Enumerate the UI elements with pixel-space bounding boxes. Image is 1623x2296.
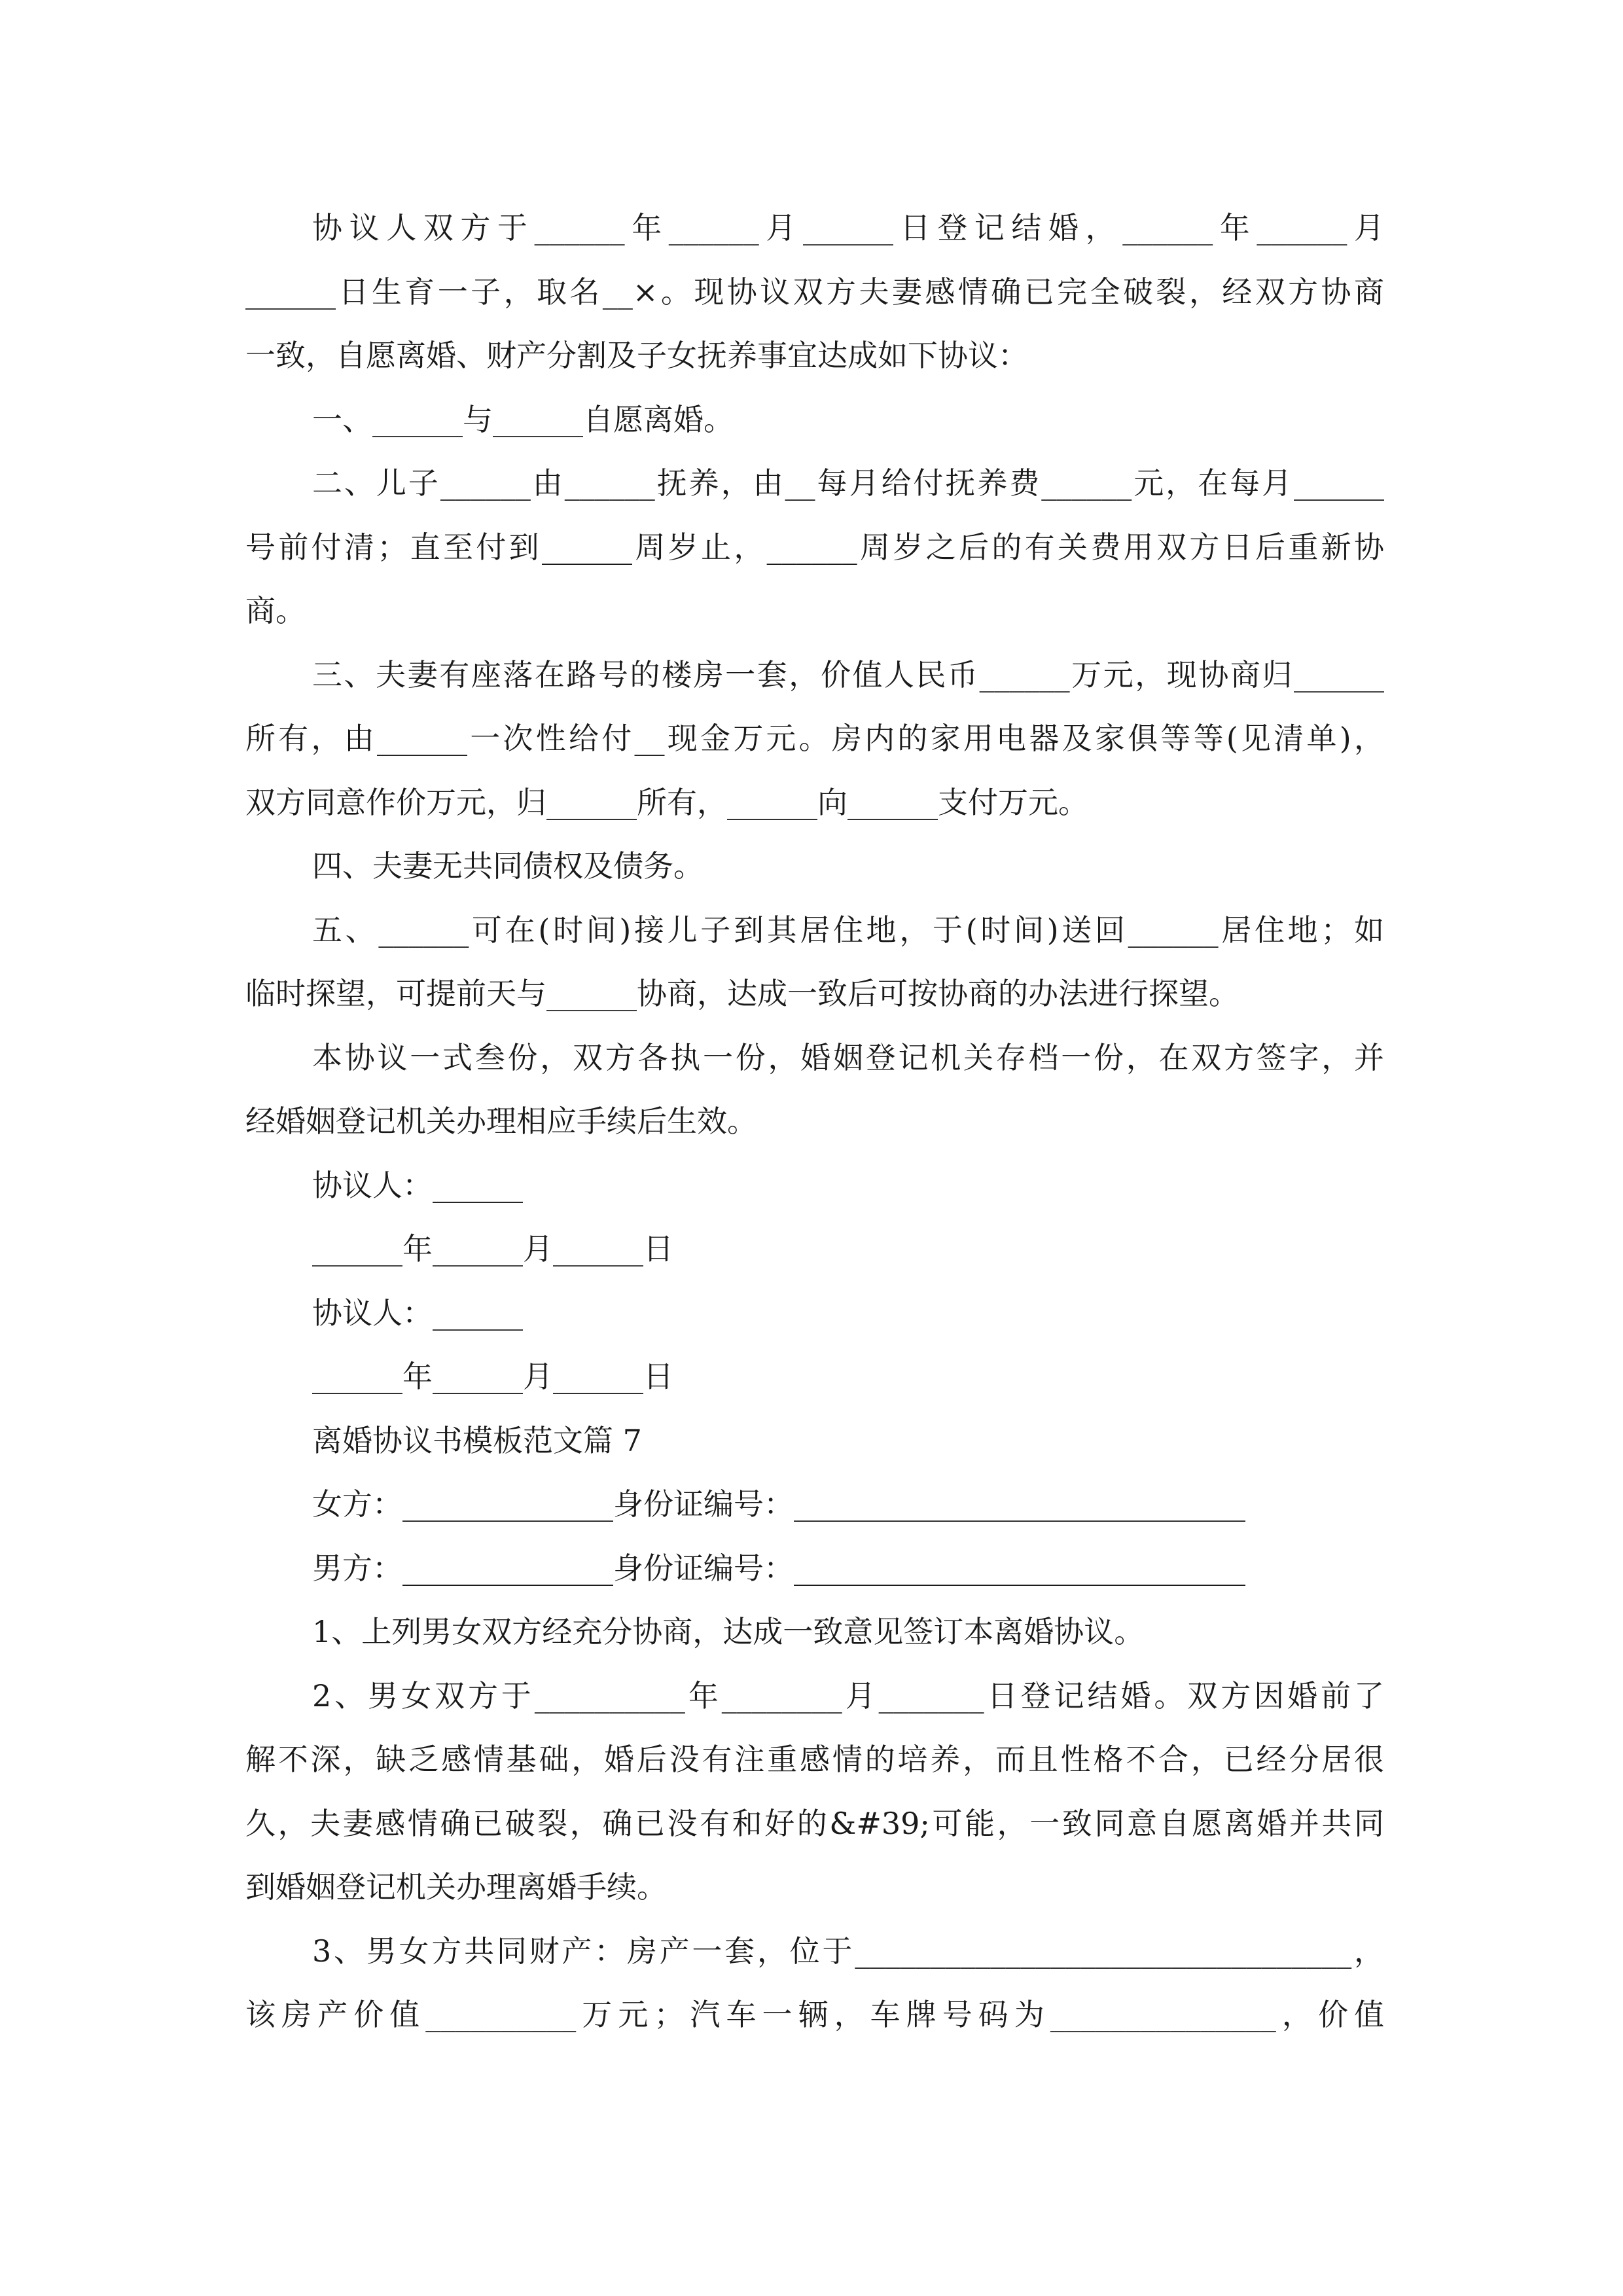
article-2-line: 到婚姻登记机关办理离婚手续。 (245, 1869, 667, 1905)
clause-2-line: 二、儿子______由______抚养，由__每月给付抚养费______元，在每月______ (312, 465, 1384, 501)
article-2-line: 解不深，缺乏感情基础，婚后没有注重感情的培养，而且性格不合，已经分居很 (245, 1742, 1384, 1777)
article-1-line: 1、上列男女双方经充分协商，达成一致意见签订本离婚协议。 (312, 1614, 1145, 1649)
signatory-line: 协议人：______ (312, 1167, 523, 1203)
document-page (245, 196, 1384, 2047)
male-party-line: 男方：______________身份证编号：______________________________ (312, 1550, 1245, 1586)
agreement-copies-line: 经婚姻登记机关办理相应手续后生效。 (245, 1103, 757, 1139)
clause-1-line: 一、______与______自愿离婚。 (312, 401, 734, 437)
female-party-line: 女方：______________身份证编号：______________________________ (312, 1486, 1245, 1522)
paragraph-line: 协议人双方于______年______月______日登记结婚，______年______月 (312, 210, 1384, 245)
article-2-line: 久，夫妻感情确已破裂，确已没有和好的&#39;可能，一致同意自愿离婚并共同 (245, 1805, 1384, 1841)
clause-2-line: 号前付清；直至付到______周岁止，______周岁之后的有关费用双方日后重新协 (245, 529, 1384, 565)
article-3-line: 该房产价值__________万元；汽车一辆，车牌号码为_______________，价值 (245, 1997, 1384, 2032)
clause-4-line: 四、夫妻无共同债权及债务。 (312, 848, 704, 884)
clause-5-line: 五、______可在(时间)接儿子到其居住地，于(时间)送回______居住地；如 (312, 912, 1384, 948)
clause-5-line: 临时探望，可提前天与______协商，达成一致后可按协商的办法进行探望。 (245, 976, 1239, 1011)
paragraph-line: ______日生育一子，取名__×。现协议双方夫妻感情确已完全破裂，经双方协商 (245, 274, 1384, 310)
clause-3-line: 所有，由______一次性给付__现金万元。房内的家用电器及家俱等等(见清单)， (245, 721, 1384, 756)
clause-3-line: 双方同意作价万元，归______所有，______向______支付万元。 (245, 784, 1088, 820)
paragraph-line: 一致，自愿离婚、财产分割及子女抚养事宜达成如下协议： (245, 338, 1028, 373)
signature-date-line: ______年______月______日 (312, 1359, 673, 1394)
clause-3-line: 三、夫妻有座落在路号的楼房一套，价值人民币______万元，现协商归______ (312, 656, 1384, 692)
clause-2-line: 商。 (245, 593, 306, 628)
article-2-line: 2、男女双方于__________年________月_______日登记结婚。双方因婚前了 (312, 1677, 1384, 1713)
agreement-copies-line: 本协议一式叁份，双方各执一份，婚姻登记机关存档一份，在双方签字，并 (312, 1039, 1384, 1075)
article-3-line: 3、男女方共同财产：房产一套，位于_________________________________， (312, 1933, 1384, 1969)
signature-date-line: ______年______月______日 (312, 1231, 673, 1266)
signatory-line: 协议人：______ (312, 1295, 523, 1331)
section-title: 离婚协议书模板范文篇 7 (312, 1422, 642, 1458)
